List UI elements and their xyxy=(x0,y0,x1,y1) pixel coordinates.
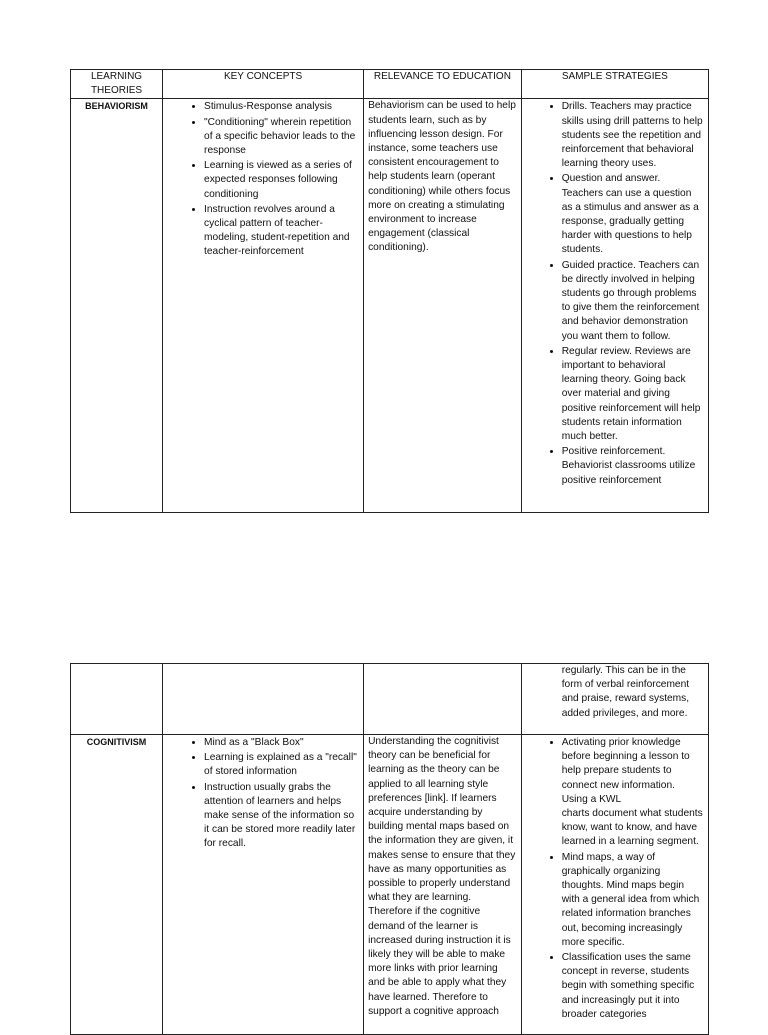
learning-theories-table-part-2 xyxy=(70,663,709,1035)
cognitivism-key-concepts xyxy=(163,735,364,1035)
behaviorism-row xyxy=(71,99,709,513)
list-item: • Positive reinforcement. Behaviorist classrooms utilize positive reinforcement xyxy=(562,444,704,488)
list-item: • Instruction revolves around a cyclical pattern of teacher-modeling, student-repetition and teacher-reinforcement xyxy=(204,202,359,260)
learning-theories-table-part-1 xyxy=(70,69,709,513)
theory-behaviorism: BEHAVIORISM xyxy=(71,99,163,513)
cognitivism-row xyxy=(71,735,709,1035)
header-relevance: RELEVANCE TO EDUCATION xyxy=(364,70,522,99)
list-item: • Classification uses the same concept in reverse, students begin with something specific and increasingly put it into broader categories xyxy=(562,950,704,1022)
cognitivism-strategies xyxy=(521,735,708,1035)
list-item: • Learning is viewed as a series of expected responses following conditioning xyxy=(204,158,359,202)
list-item: • Regular review. Reviews are important to behavioral learning theory. Going back over material and giving positive reinforcement will help students retain information much better. xyxy=(562,344,704,444)
cognitivism-relevance: Understanding the cognitivist theory can be beneficial for learning as the theory can be applied to all learning style preferences [link]. If learners acquire understanding by building mental maps based on the information they are given, it makes sense to ensure that they have as many opportunities as possible to properly understand what they are learning. Therefore if the cognitive demand of the learner is increased during instruction it is likely they will be able to make more links with prior learning and be able to apply what they have learned. Therefore to support a cognitive approach xyxy=(364,735,522,1035)
continuation-row xyxy=(71,664,709,735)
header-key-concepts: KEY CONCEPTS xyxy=(163,70,364,99)
list-item: • Stimulus-Response analysis xyxy=(204,99,359,114)
header-row xyxy=(71,70,709,99)
list-item: • Mind maps, a way of graphically organizing thoughts. Mind maps begin with a general idea from which related information branches out, becoming increasingly more specific. xyxy=(562,850,704,950)
list-item: • Activating prior knowledge before beginning a lesson to help prepare students to connect new information. Using a KWL charts document what students know, want to know, and have learned in a learning segment. xyxy=(562,735,704,850)
behaviorism-strategies xyxy=(521,99,708,513)
list-item: • Instruction usually grabs the attention of learners and helps make sense of the information so it can be stored more readily later for recall. xyxy=(204,780,359,852)
list-item: • "Conditioning" wherein repetition of a specific behavior leads to the response xyxy=(204,115,359,159)
theory-cognitivism: COGNITIVISM xyxy=(71,735,163,1035)
list-item: • Drills. Teachers may practice skills using drill patterns to help students see the repetition and reinforcement that behavioral learning theory uses. xyxy=(562,99,704,171)
behaviorism-key-concepts xyxy=(163,99,364,513)
list-item: • Guided practice. Teachers can be directly involved in helping students go through problems to give them the reinforcement and behavior demonstration you want them to follow. xyxy=(562,258,704,344)
list-item: • Mind as a "Black Box" xyxy=(204,735,359,750)
header-learning-theories: LEARNING THEORIES xyxy=(71,70,163,99)
list-item: • Question and answer. Teachers can use a question as a stimulus and answer as a response, gradually getting harder with questions to help students. xyxy=(562,171,704,257)
continuation-text: regularly. This can be in the form of verbal reinforcement and praise, reward systems, added privileges, and more. xyxy=(521,664,708,735)
header-sample-strategies: SAMPLE STRATEGIES xyxy=(521,70,708,99)
behaviorism-relevance: Behaviorism can be used to help students learn, such as by influencing lesson design. For instance, some teachers use consistent encouragement to help students learn (operant conditioning) while others focus more on creating a stimulating environment to increase engagement (classical conditioning). xyxy=(364,99,522,513)
list-item: • Learning is explained as a "recall" of stored information xyxy=(204,750,359,779)
